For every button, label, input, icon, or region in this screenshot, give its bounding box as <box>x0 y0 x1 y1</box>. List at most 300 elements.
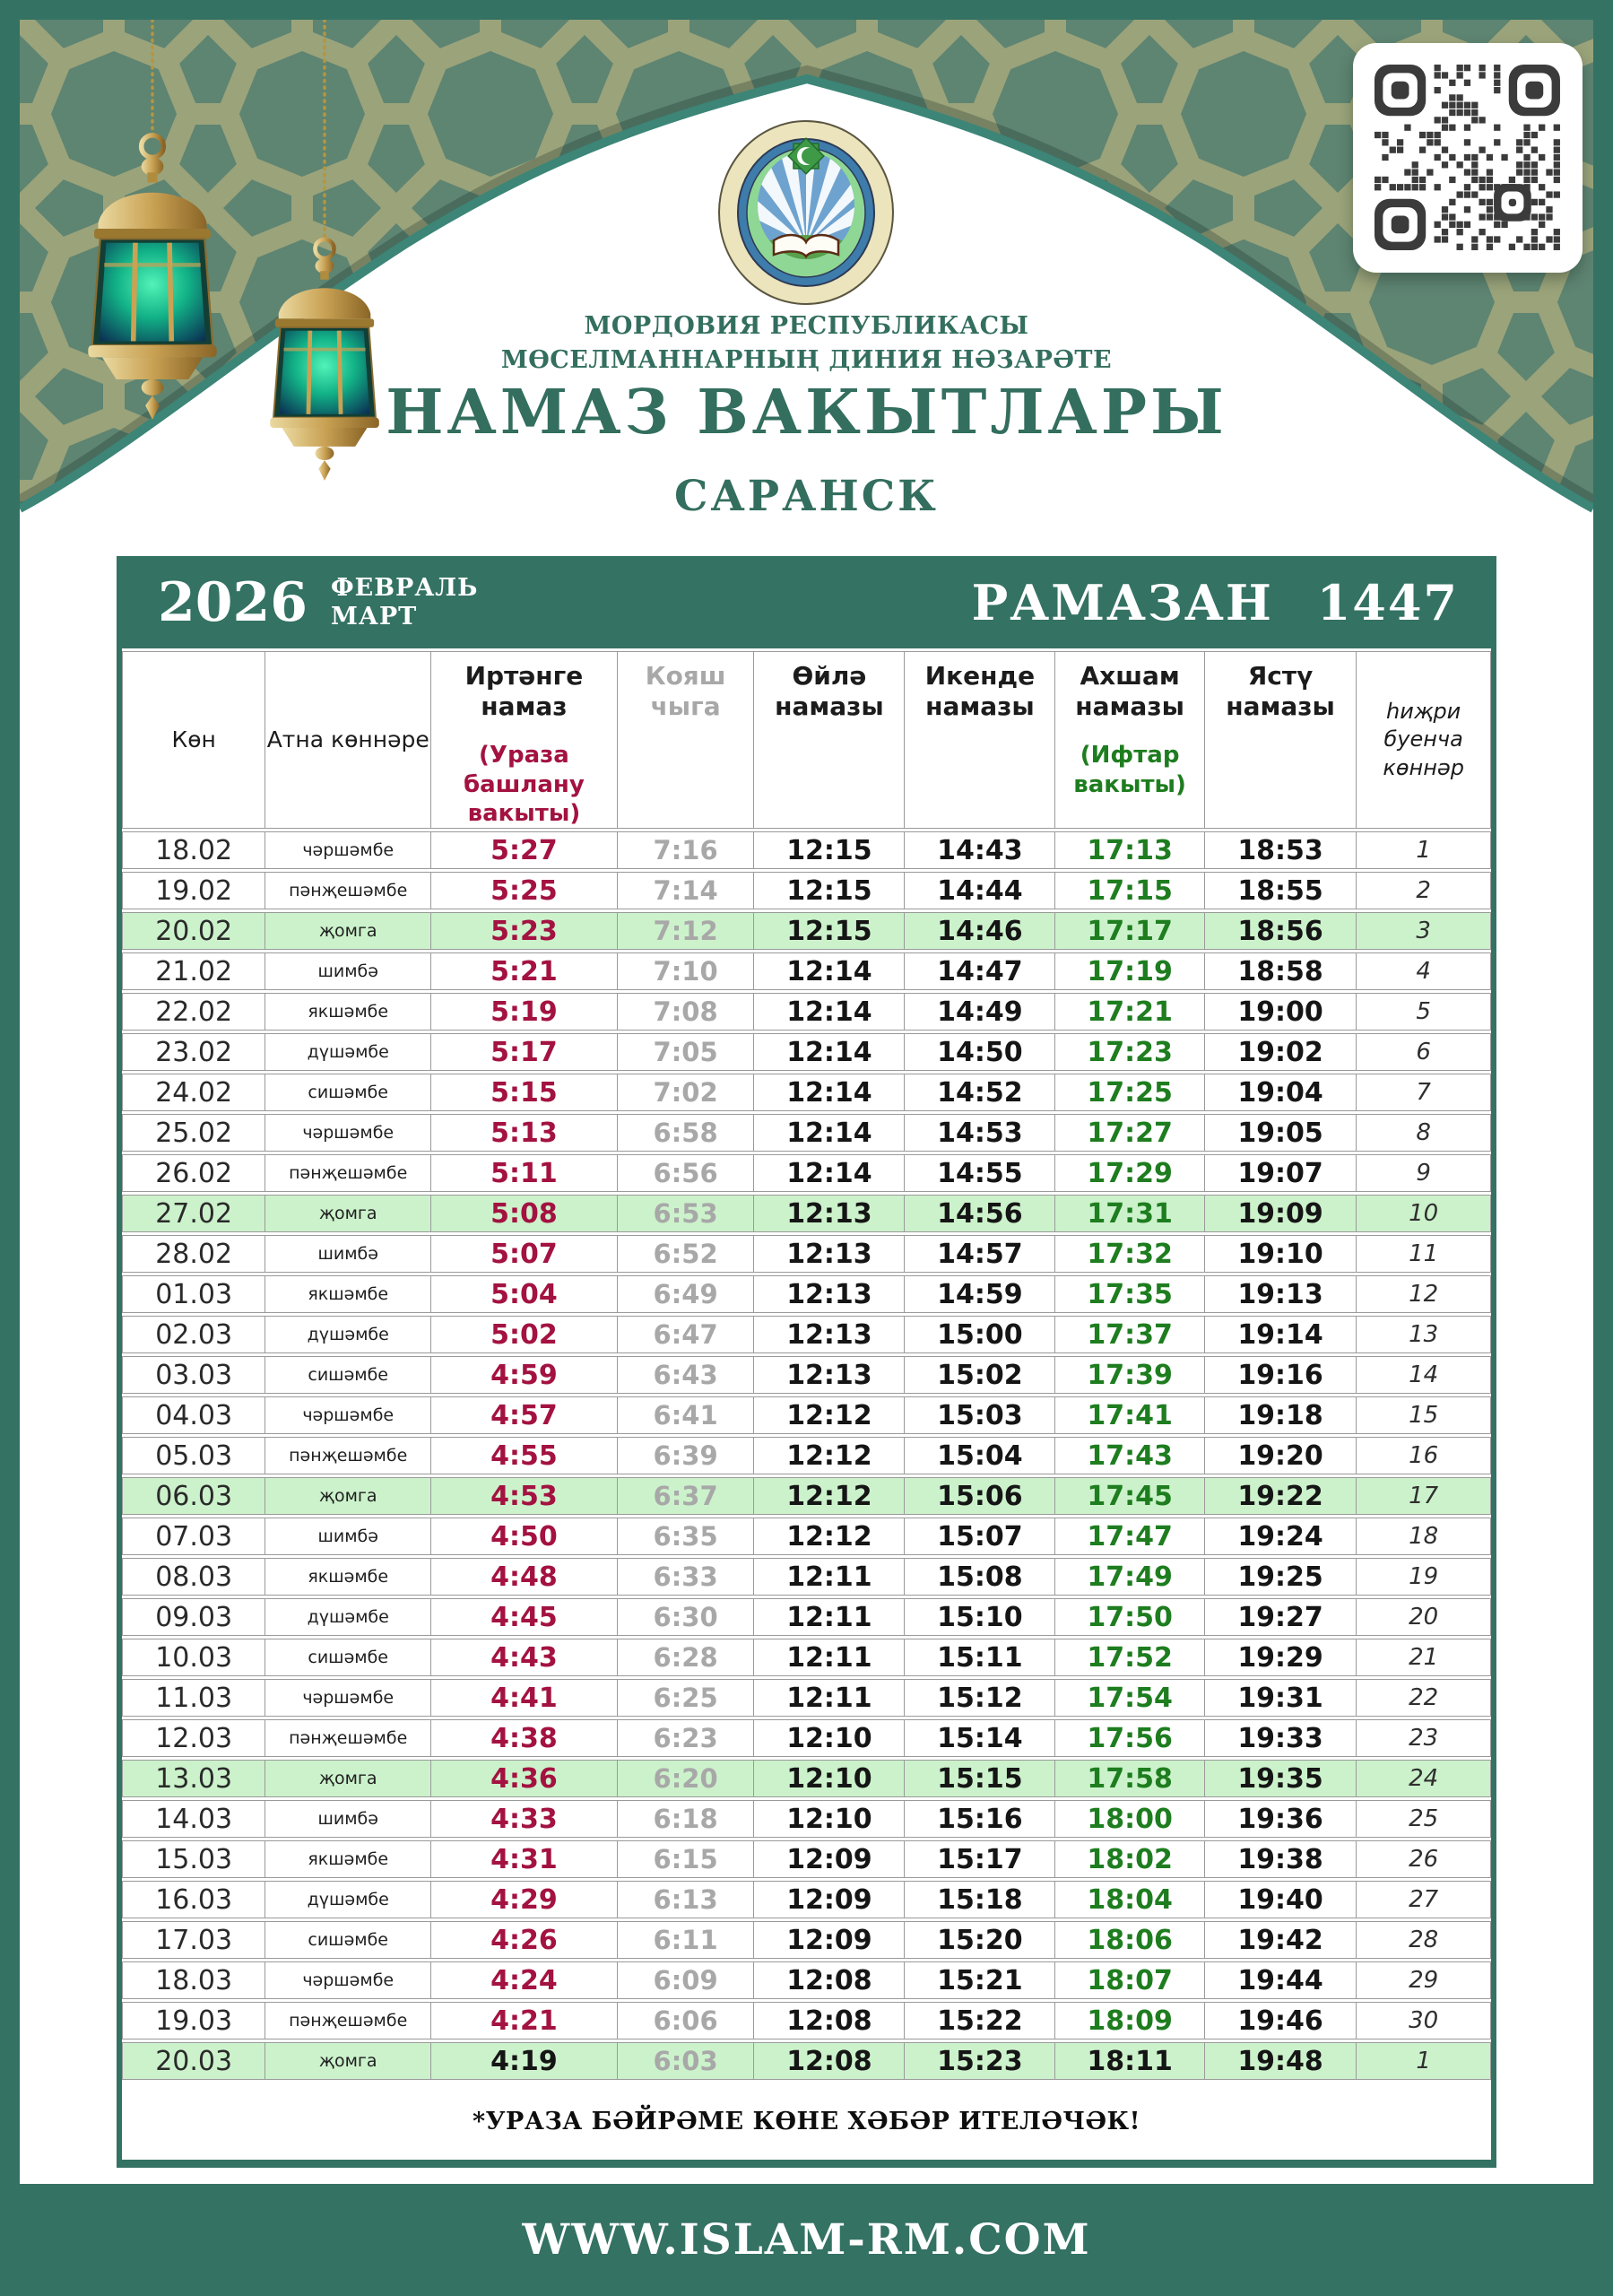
cell-isha: 19:14 <box>1205 1316 1357 1353</box>
table-row <box>122 2042 1491 2080</box>
cell-sunrise: 6:18 <box>618 1800 755 1838</box>
cell-fajr: 4:19 <box>431 2042 618 2080</box>
cell-hijri: 30 <box>1357 2002 1491 2039</box>
cell-weekday: җомга <box>265 2042 431 2080</box>
cell-hijri: 24 <box>1357 1760 1491 1797</box>
table-row <box>122 1074 1491 1111</box>
cell-hijri: 17 <box>1357 1477 1491 1515</box>
cell-maghrib: 17:56 <box>1055 1719 1204 1757</box>
city-title: САРАНСК <box>674 472 939 521</box>
cell-date: 07.03 <box>122 1518 265 1555</box>
cell-hijri: 25 <box>1357 1800 1491 1838</box>
cell-isha: 19:48 <box>1205 2042 1357 2080</box>
cell-sunrise: 6:41 <box>618 1396 755 1434</box>
cell-maghrib: 17:54 <box>1055 1679 1204 1717</box>
cell-dhuhr: 12:14 <box>754 1114 905 1152</box>
cell-weekday: шимбә <box>265 952 431 990</box>
cell-date: 05.03 <box>122 1437 265 1474</box>
cell-fajr: 5:08 <box>431 1195 618 1232</box>
cell-sunrise: 6:23 <box>618 1719 755 1757</box>
cell-date: 03.03 <box>122 1356 265 1394</box>
cell-date: 12.03 <box>122 1719 265 1757</box>
cell-fajr: 4:43 <box>431 1639 618 1676</box>
cell-date: 23.02 <box>122 1033 265 1071</box>
cell-maghrib: 17:23 <box>1055 1033 1204 1071</box>
cell-asr: 14:55 <box>905 1154 1055 1192</box>
cell-fajr: 4:48 <box>431 1558 618 1596</box>
cell-date: 06.03 <box>122 1477 265 1515</box>
col-header-isha: Ястү намазы <box>1205 651 1357 829</box>
cell-asr: 14:47 <box>905 952 1055 990</box>
cell-sunrise: 7:10 <box>618 952 755 990</box>
cell-asr: 14:56 <box>905 1195 1055 1232</box>
cell-fajr: 5:21 <box>431 952 618 990</box>
cell-sunrise: 6:43 <box>618 1356 755 1394</box>
cell-hijri: 14 <box>1357 1356 1491 1394</box>
cell-dhuhr: 12:14 <box>754 952 905 990</box>
cell-sunrise: 6:13 <box>618 1881 755 1918</box>
cell-maghrib: 17:35 <box>1055 1275 1204 1313</box>
cell-weekday: чәршәмбе <box>265 1114 431 1152</box>
cell-maghrib: 17:39 <box>1055 1356 1204 1394</box>
prayer-times-table <box>122 648 1491 2083</box>
cell-isha: 19:02 <box>1205 1033 1357 1071</box>
cell-isha: 19:22 <box>1205 1477 1357 1515</box>
cell-maghrib: 17:43 <box>1055 1437 1204 1474</box>
hero-section <box>20 20 1593 556</box>
cell-sunrise: 6:37 <box>618 1477 755 1515</box>
cell-weekday: җомга <box>265 1477 431 1515</box>
cell-asr: 15:18 <box>905 1881 1055 1918</box>
crescent-star-logo <box>716 118 896 307</box>
cell-isha: 19:20 <box>1205 1437 1357 1474</box>
cell-isha: 18:55 <box>1205 872 1357 909</box>
table-frame <box>117 556 1496 2168</box>
table-row <box>122 1437 1491 1474</box>
cell-maghrib: 17:27 <box>1055 1114 1204 1152</box>
col-header-hijri: һиҗри буенча көннәр <box>1357 651 1491 829</box>
cell-sunrise: 7:02 <box>618 1074 755 1111</box>
cell-asr: 15:11 <box>905 1639 1055 1676</box>
cell-weekday: якшәмбе <box>265 993 431 1031</box>
cell-asr: 15:22 <box>905 2002 1055 2039</box>
cell-fajr: 4:41 <box>431 1679 618 1717</box>
cell-isha: 19:16 <box>1205 1356 1357 1394</box>
cell-maghrib: 17:49 <box>1055 1558 1204 1596</box>
cell-date: 22.02 <box>122 993 265 1031</box>
cell-hijri: 26 <box>1357 1840 1491 1878</box>
cell-date: 04.03 <box>122 1396 265 1434</box>
cell-sunrise: 6:03 <box>618 2042 755 2080</box>
cell-dhuhr: 12:13 <box>754 1195 905 1232</box>
cell-sunrise: 6:49 <box>618 1275 755 1313</box>
cell-sunrise: 6:30 <box>618 1598 755 1636</box>
cell-hijri: 19 <box>1357 1558 1491 1596</box>
cell-dhuhr: 12:12 <box>754 1477 905 1515</box>
table-row <box>122 1195 1491 1232</box>
cell-dhuhr: 12:12 <box>754 1396 905 1434</box>
cell-hijri: 27 <box>1357 1881 1491 1918</box>
cell-maghrib: 17:19 <box>1055 952 1204 990</box>
cell-sunrise: 6:25 <box>618 1679 755 1717</box>
cell-dhuhr: 12:15 <box>754 872 905 909</box>
cell-sunrise: 6:09 <box>618 1961 755 1999</box>
cell-asr: 15:15 <box>905 1760 1055 1797</box>
cell-date: 16.03 <box>122 1881 265 1918</box>
cell-dhuhr: 12:15 <box>754 831 905 869</box>
cell-dhuhr: 12:11 <box>754 1558 905 1596</box>
cell-maghrib: 18:04 <box>1055 1881 1204 1918</box>
org-name-line1: МОРДОВИЯ РЕСПУБЛИКАСЫ <box>584 312 1029 340</box>
cell-asr: 15:17 <box>905 1840 1055 1878</box>
cell-weekday: пәнҗешәмбе <box>265 872 431 909</box>
content-area <box>20 20 1593 2184</box>
cell-isha: 19:33 <box>1205 1719 1357 1757</box>
cell-weekday: якшәмбе <box>265 1558 431 1596</box>
cell-fajr: 4:33 <box>431 1800 618 1838</box>
cell-date: 19.03 <box>122 2002 265 2039</box>
cell-fajr: 5:11 <box>431 1154 618 1192</box>
cell-date: 21.02 <box>122 952 265 990</box>
cell-dhuhr: 12:14 <box>754 993 905 1031</box>
cell-sunrise: 6:28 <box>618 1639 755 1676</box>
cell-dhuhr: 12:13 <box>754 1235 905 1273</box>
cell-fajr: 4:57 <box>431 1396 618 1434</box>
table-row <box>122 952 1491 990</box>
col-header-dhuhr: Өйлә намазы <box>754 651 905 829</box>
cell-dhuhr: 12:11 <box>754 1679 905 1717</box>
cell-asr: 14:59 <box>905 1275 1055 1313</box>
cell-date: 18.02 <box>122 831 265 869</box>
cell-sunrise: 6:47 <box>618 1316 755 1353</box>
cell-sunrise: 6:15 <box>618 1840 755 1878</box>
cell-asr: 15:23 <box>905 2042 1055 2080</box>
cell-asr: 14:57 <box>905 1235 1055 1273</box>
cell-fajr: 4:29 <box>431 1881 618 1918</box>
cell-maghrib: 17:58 <box>1055 1760 1204 1797</box>
cell-hijri: 11 <box>1357 1235 1491 1273</box>
calendar-band <box>117 556 1496 648</box>
table-row <box>122 1961 1491 1999</box>
table-row <box>122 1275 1491 1313</box>
cell-dhuhr: 12:08 <box>754 2002 905 2039</box>
cell-hijri: 5 <box>1357 993 1491 1031</box>
cell-dhuhr: 12:12 <box>754 1437 905 1474</box>
cell-asr: 14:53 <box>905 1114 1055 1152</box>
cell-weekday: сишәмбе <box>265 1639 431 1676</box>
table-row <box>122 2002 1491 2039</box>
cell-isha: 19:18 <box>1205 1396 1357 1434</box>
cell-date: 13.03 <box>122 1760 265 1797</box>
cell-sunrise: 6:52 <box>618 1235 755 1273</box>
cell-date: 24.02 <box>122 1074 265 1111</box>
cell-sunrise: 7:14 <box>618 872 755 909</box>
footer-band <box>0 2184 1613 2296</box>
cell-isha: 19:36 <box>1205 1800 1357 1838</box>
col-header-day: Көн <box>122 651 265 829</box>
cell-maghrib: 18:09 <box>1055 2002 1204 2039</box>
cell-hijri: 29 <box>1357 1961 1491 1999</box>
cell-dhuhr: 12:10 <box>754 1760 905 1797</box>
cell-dhuhr: 12:13 <box>754 1275 905 1313</box>
cell-date: 18.03 <box>122 1961 265 1999</box>
cell-isha: 19:35 <box>1205 1760 1357 1797</box>
cell-date: 17.03 <box>122 1921 265 1959</box>
cell-asr: 15:07 <box>905 1518 1055 1555</box>
cell-dhuhr: 12:15 <box>754 912 905 950</box>
cell-hijri: 6 <box>1357 1033 1491 1071</box>
cell-sunrise: 7:05 <box>618 1033 755 1071</box>
cell-date: 14.03 <box>122 1800 265 1838</box>
cell-weekday: чәршәмбе <box>265 1961 431 1999</box>
table-row <box>122 1881 1491 1918</box>
cell-weekday: сишәмбе <box>265 1921 431 1959</box>
cell-isha: 19:24 <box>1205 1518 1357 1555</box>
cell-asr: 14:50 <box>905 1033 1055 1071</box>
cell-hijri: 18 <box>1357 1518 1491 1555</box>
cell-maghrib: 18:00 <box>1055 1800 1204 1838</box>
col-header-maghrib: Ахшам намазы (Ифтар вакыты) <box>1055 651 1204 829</box>
cell-maghrib: 17:15 <box>1055 872 1204 909</box>
cell-sunrise: 6:58 <box>618 1114 755 1152</box>
table-row <box>122 1154 1491 1192</box>
cell-isha: 19:10 <box>1205 1235 1357 1273</box>
cell-weekday: чәршәмбе <box>265 1679 431 1717</box>
cell-hijri: 13 <box>1357 1316 1491 1353</box>
cell-sunrise: 6:35 <box>618 1518 755 1555</box>
cell-fajr: 4:24 <box>431 1961 618 1999</box>
table-row <box>122 1679 1491 1717</box>
cell-asr: 15:06 <box>905 1477 1055 1515</box>
table-row <box>122 1840 1491 1878</box>
month-february: ФЕВРАЛЬ <box>331 573 479 602</box>
cell-sunrise: 6:33 <box>618 1558 755 1596</box>
months-label <box>331 574 478 631</box>
cell-maghrib: 17:47 <box>1055 1518 1204 1555</box>
cell-sunrise: 6:56 <box>618 1154 755 1192</box>
cell-isha: 19:31 <box>1205 1679 1357 1717</box>
cell-date: 15.03 <box>122 1840 265 1878</box>
cell-hijri: 7 <box>1357 1074 1491 1111</box>
cell-dhuhr: 12:10 <box>754 1800 905 1838</box>
cell-fajr: 4:31 <box>431 1840 618 1878</box>
cell-hijri: 1 <box>1357 2042 1491 2080</box>
cell-date: 19.02 <box>122 872 265 909</box>
cell-date: 26.02 <box>122 1154 265 1192</box>
cell-date: 02.03 <box>122 1316 265 1353</box>
cell-weekday: чәршәмбе <box>265 1396 431 1434</box>
cell-isha: 19:42 <box>1205 1921 1357 1959</box>
cell-fajr: 5:07 <box>431 1235 618 1273</box>
cell-hijri: 16 <box>1357 1437 1491 1474</box>
cell-date: 28.02 <box>122 1235 265 1273</box>
cell-asr: 14:52 <box>905 1074 1055 1111</box>
cell-maghrib: 17:41 <box>1055 1396 1204 1434</box>
cell-fajr: 5:23 <box>431 912 618 950</box>
cell-maghrib: 17:21 <box>1055 993 1204 1031</box>
month-march: МАРТ <box>331 602 418 631</box>
table-row <box>122 993 1491 1031</box>
table-row <box>122 1316 1491 1353</box>
cell-hijri: 4 <box>1357 952 1491 990</box>
cell-asr: 15:03 <box>905 1396 1055 1434</box>
cell-isha: 19:27 <box>1205 1598 1357 1636</box>
table-row <box>122 1719 1491 1757</box>
cell-weekday: шимбә <box>265 1800 431 1838</box>
cell-dhuhr: 12:12 <box>754 1518 905 1555</box>
cell-dhuhr: 12:11 <box>754 1598 905 1636</box>
cell-weekday: пәнҗешәмбе <box>265 1154 431 1192</box>
cell-maghrib: 18:02 <box>1055 1840 1204 1878</box>
cell-date: 10.03 <box>122 1639 265 1676</box>
cell-weekday: дүшәмбе <box>265 1881 431 1918</box>
cell-maghrib: 17:37 <box>1055 1316 1204 1353</box>
cell-sunrise: 7:08 <box>618 993 755 1031</box>
cell-maghrib: 17:29 <box>1055 1154 1204 1192</box>
cell-asr: 14:46 <box>905 912 1055 950</box>
cell-dhuhr: 12:14 <box>754 1074 905 1111</box>
cell-asr: 14:44 <box>905 872 1055 909</box>
cell-sunrise: 6:11 <box>618 1921 755 1959</box>
cell-hijri: 15 <box>1357 1396 1491 1434</box>
cell-dhuhr: 12:13 <box>754 1356 905 1394</box>
cell-fajr: 4:45 <box>431 1598 618 1636</box>
table-row <box>122 1114 1491 1152</box>
cell-fajr: 5:19 <box>431 993 618 1031</box>
table-row <box>122 1800 1491 1838</box>
table-row <box>122 1518 1491 1555</box>
cell-date: 08.03 <box>122 1558 265 1596</box>
cell-fajr: 4:53 <box>431 1477 618 1515</box>
cell-isha: 19:38 <box>1205 1840 1357 1878</box>
cell-asr: 15:08 <box>905 1558 1055 1596</box>
cell-date: 20.02 <box>122 912 265 950</box>
cell-fajr: 5:17 <box>431 1033 618 1071</box>
cell-maghrib: 17:45 <box>1055 1477 1204 1515</box>
cell-asr: 15:02 <box>905 1356 1055 1394</box>
cell-weekday: сишәмбе <box>265 1356 431 1394</box>
cell-fajr: 5:02 <box>431 1316 618 1353</box>
cell-fajr: 4:59 <box>431 1356 618 1394</box>
cell-hijri: 28 <box>1357 1921 1491 1959</box>
cell-maghrib: 17:25 <box>1055 1074 1204 1111</box>
cell-isha: 19:04 <box>1205 1074 1357 1111</box>
cell-maghrib: 17:52 <box>1055 1639 1204 1676</box>
cell-asr: 15:21 <box>905 1961 1055 1999</box>
header-row <box>122 651 1491 829</box>
cell-asr: 15:00 <box>905 1316 1055 1353</box>
cell-maghrib: 18:11 <box>1055 2042 1204 2080</box>
cell-asr: 15:16 <box>905 1800 1055 1838</box>
cell-hijri: 10 <box>1357 1195 1491 1232</box>
cell-weekday: җомга <box>265 912 431 950</box>
cell-fajr: 5:04 <box>431 1275 618 1313</box>
table-row <box>122 872 1491 909</box>
cell-isha: 19:25 <box>1205 1558 1357 1596</box>
cell-hijri: 8 <box>1357 1114 1491 1152</box>
cell-weekday: дүшәмбе <box>265 1316 431 1353</box>
cell-hijri: 22 <box>1357 1679 1491 1717</box>
table-row <box>122 1235 1491 1273</box>
cell-date: 27.02 <box>122 1195 265 1232</box>
table-row <box>122 1921 1491 1959</box>
cell-fajr: 5:25 <box>431 872 618 909</box>
table-row <box>122 1558 1491 1596</box>
footnote: *УРАЗА БӘЙРӘМЕ КӨНЕ ХӘБӘР ИТЕЛӘЧӘК! <box>473 2107 1140 2135</box>
org-name-line2: МӨСЕЛМАННАРНЫҢ ДИНИЯ НӘЗАРӘТЕ <box>500 346 1113 374</box>
cell-date: 20.03 <box>122 2042 265 2080</box>
col-header-fajr: Иртәнге намаз (Ураза башлану вакыты) <box>431 651 618 829</box>
cell-weekday: шимбә <box>265 1235 431 1273</box>
cell-hijri: 9 <box>1357 1154 1491 1192</box>
cell-asr: 15:12 <box>905 1679 1055 1717</box>
cell-isha: 19:29 <box>1205 1639 1357 1676</box>
cell-weekday: якшәмбе <box>265 1840 431 1878</box>
prayer-rows <box>122 831 1491 2080</box>
cell-fajr: 4:38 <box>431 1719 618 1757</box>
cell-hijri: 2 <box>1357 872 1491 909</box>
cell-sunrise: 6:53 <box>618 1195 755 1232</box>
cell-asr: 15:14 <box>905 1719 1055 1757</box>
cell-isha: 19:13 <box>1205 1275 1357 1313</box>
cell-fajr: 5:27 <box>431 831 618 869</box>
cell-maghrib: 17:32 <box>1055 1235 1204 1273</box>
cell-isha: 19:07 <box>1205 1154 1357 1192</box>
cell-fajr: 4:55 <box>431 1437 618 1474</box>
qr-code-icon <box>1375 65 1561 251</box>
cell-isha: 18:58 <box>1205 952 1357 990</box>
cell-hijri: 12 <box>1357 1275 1491 1313</box>
table-row <box>122 1760 1491 1797</box>
qr-card <box>1353 43 1583 273</box>
cell-sunrise: 7:16 <box>618 831 755 869</box>
cell-date: 09.03 <box>122 1598 265 1636</box>
cell-date: 11.03 <box>122 1679 265 1717</box>
page-title: НАМАЗ ВАКЫТЛАРЫ <box>386 377 1227 448</box>
star-badge <box>788 138 824 174</box>
cell-fajr: 4:36 <box>431 1760 618 1797</box>
ramadan-label: РАМАЗАН 1447 <box>971 573 1459 631</box>
cell-fajr: 4:50 <box>431 1518 618 1555</box>
cell-asr: 15:04 <box>905 1437 1055 1474</box>
cell-sunrise: 6:39 <box>618 1437 755 1474</box>
col-header-weekday: Атна көннәре <box>265 651 431 829</box>
cell-asr: 14:43 <box>905 831 1055 869</box>
cell-isha: 19:40 <box>1205 1881 1357 1918</box>
cell-maghrib: 17:13 <box>1055 831 1204 869</box>
cell-weekday: җомга <box>265 1195 431 1232</box>
cell-hijri: 1 <box>1357 831 1491 869</box>
cell-weekday: дүшәмбе <box>265 1033 431 1071</box>
col-header-sunrise: Кояш чыга <box>618 651 755 829</box>
cell-dhuhr: 12:08 <box>754 1961 905 1999</box>
table-row <box>122 831 1491 869</box>
website-url: WWW.ISLAM-RM.COM <box>522 2215 1091 2265</box>
cell-hijri: 20 <box>1357 1598 1491 1636</box>
cell-weekday: пәнҗешәмбе <box>265 2002 431 2039</box>
cell-sunrise: 7:12 <box>618 912 755 950</box>
cell-weekday: пәнҗешәмбе <box>265 1719 431 1757</box>
cell-isha: 19:00 <box>1205 993 1357 1031</box>
cell-dhuhr: 12:09 <box>754 1881 905 1918</box>
cell-isha: 19:44 <box>1205 1961 1357 1999</box>
table-row <box>122 1639 1491 1676</box>
cell-weekday: шимбә <box>265 1518 431 1555</box>
cell-isha: 18:56 <box>1205 912 1357 950</box>
cell-maghrib: 18:07 <box>1055 1961 1204 1999</box>
cell-fajr: 4:26 <box>431 1921 618 1959</box>
col-header-asr: Икенде намазы <box>905 651 1055 829</box>
